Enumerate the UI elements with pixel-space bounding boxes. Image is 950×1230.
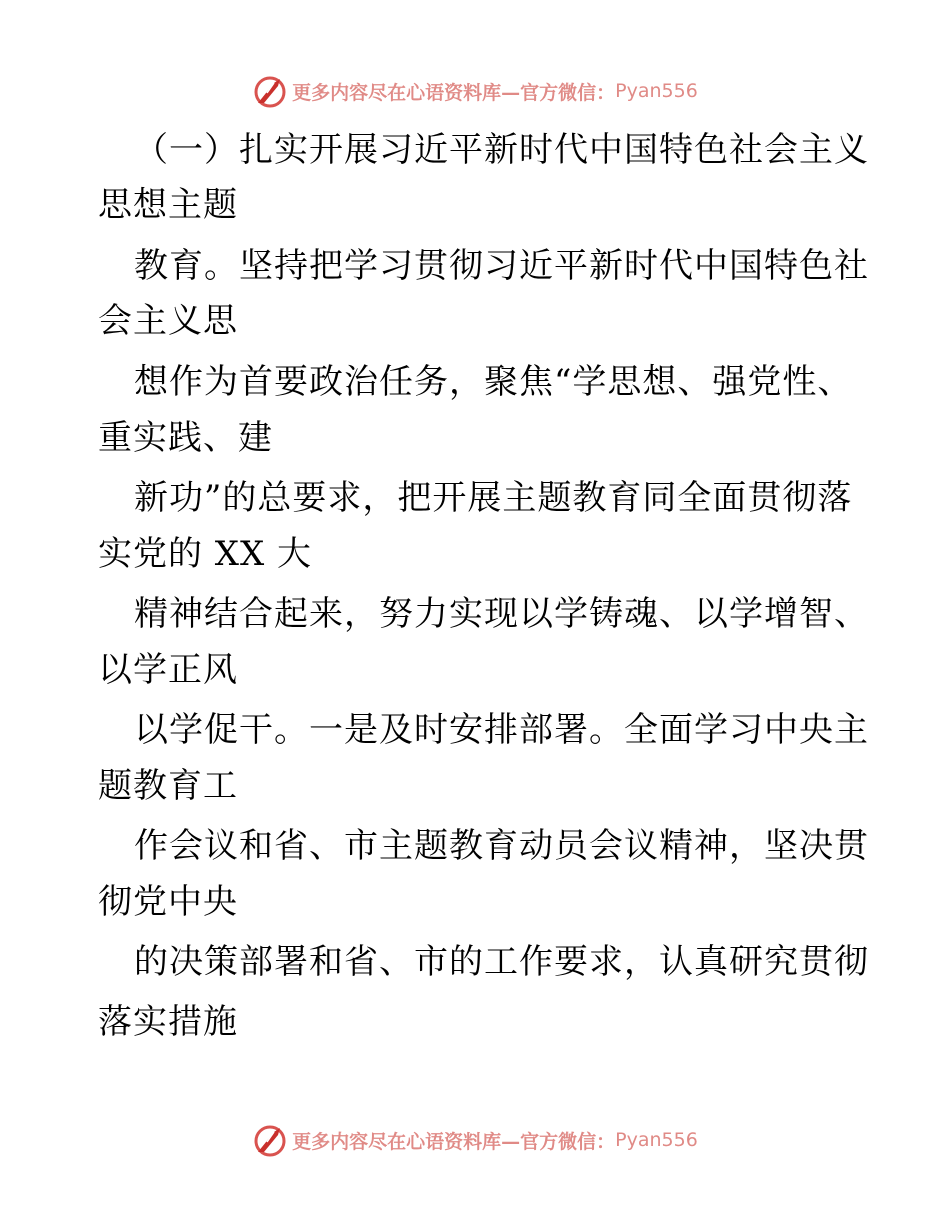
paragraph-line: 想作为首要政治任务，聚焦“学思想、强党性、 — [134, 362, 853, 402]
quill-pen-logo-icon — [252, 1122, 288, 1158]
header-banner-text: 更多内容尽在心语资料库—官方微信： — [292, 81, 616, 104]
paragraph-line: 实党的 XX 大 — [98, 534, 313, 574]
paragraph-line: 重实践、建 — [98, 418, 273, 458]
header-wechat-id: Pyan556 — [615, 80, 698, 102]
paragraph-line: 会主义思 — [98, 301, 238, 341]
paragraph-line: 作会议和省、市主题教育动员会议精神，坚决贯 — [134, 826, 869, 866]
paragraph-line: 以学正风 — [98, 650, 238, 690]
paragraph-line: 教育。坚持把学习贯彻习近平新时代中国特色社 — [134, 246, 869, 286]
paragraph-line: 题教育工 — [98, 766, 238, 806]
footer-banner — [0, 1120, 950, 1160]
paragraph-line: 落实措施 — [98, 1002, 238, 1042]
paragraph-line: （一）扎实开展习近平新时代中国特色社会主义 — [134, 130, 869, 170]
footer-banner-text: 更多内容尽在心语资料库—官方微信： — [292, 1130, 616, 1153]
paragraph-line: 彻党中央 — [98, 882, 238, 922]
footer-wechat-id: Pyan556 — [615, 1129, 698, 1151]
paragraph-line: 新功”的总要求，把开展主题教育同全面贯彻落 — [134, 478, 853, 518]
paragraph-line: 的决策部署和省、市的工作要求，认真研究贯彻 — [134, 942, 869, 982]
paragraph-line: 精神结合起来，努力实现以学铸魂、以学增智、 — [134, 594, 869, 634]
paragraph-line: 思想主题 — [98, 185, 238, 225]
paragraph-line: 以学促干。一是及时安排部署。全面学习中央主 — [134, 710, 869, 750]
